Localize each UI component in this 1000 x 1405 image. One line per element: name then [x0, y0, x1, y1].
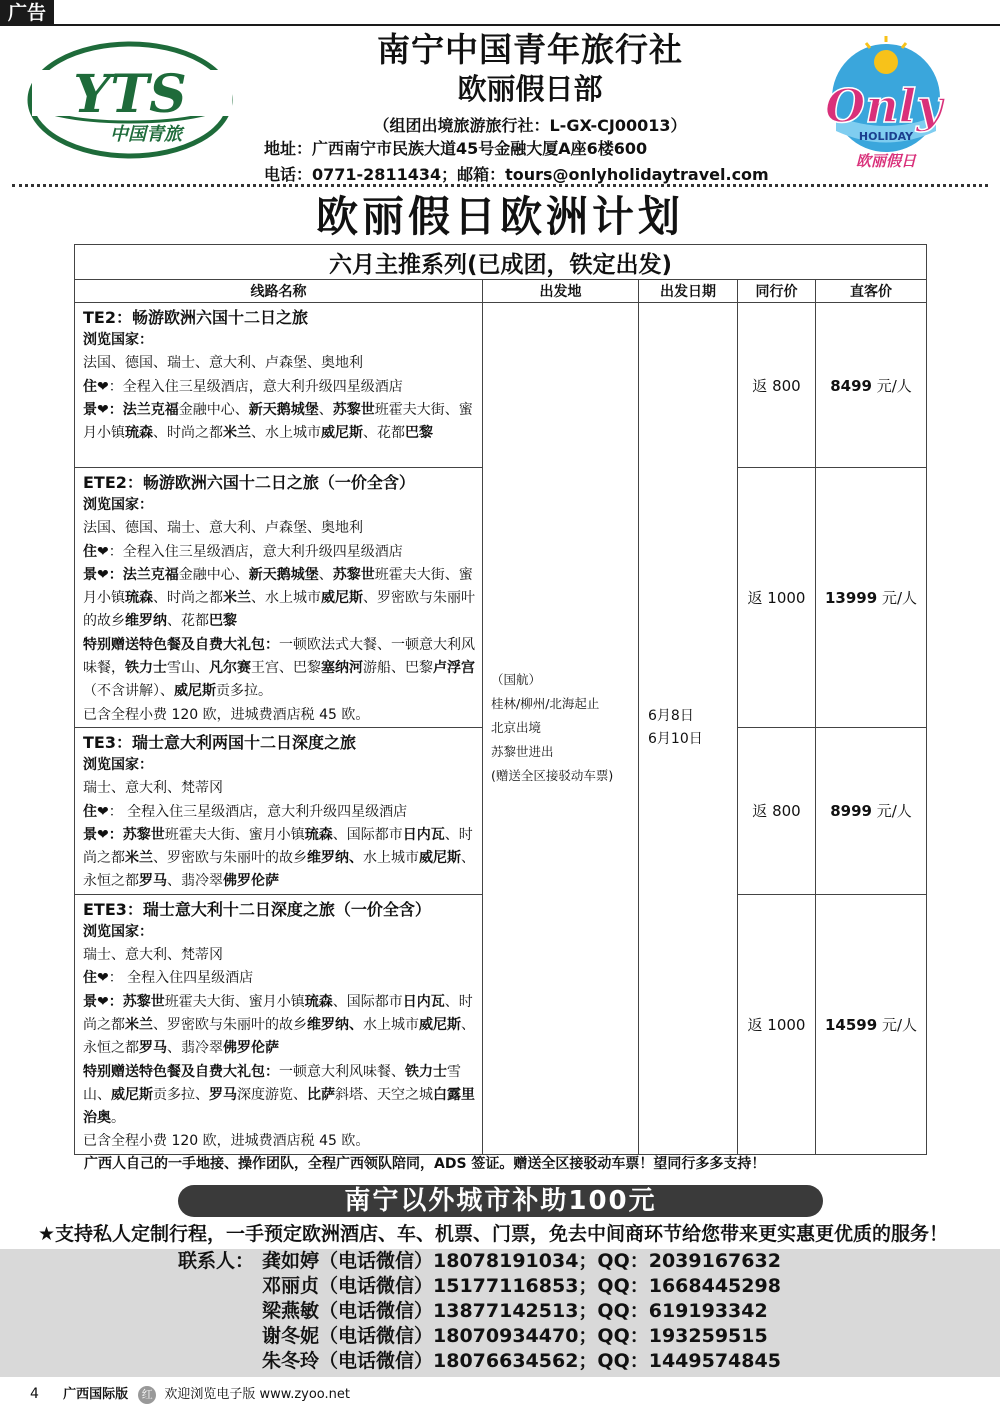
- contacts-label: 联系人：: [178, 1250, 255, 1272]
- sights-line: 景❤：法兰克福金融中心、新天鹅城堡、苏黎世班霍夫大街、蜜月小镇琉森、时尚之都米兰、水上城市威尼斯、罗密欧与朱丽叶的故乡维罗纳、花都巴黎: [83, 566, 475, 630]
- route-cell: [75, 727, 483, 894]
- dotted-divider: [12, 184, 988, 187]
- countries-label: 浏览国家：: [83, 923, 153, 940]
- col-header-trade-price: 同行价: [738, 280, 816, 303]
- departure-date: 6月8日: [648, 708, 694, 725]
- agency-phone-email: 电话：0771-2811434；邮箱：tours@onlyholidaytravel.com: [264, 165, 769, 184]
- gift-line: 特别赠送特色餐及自费大礼包：一顿欧法式大餐、一顿意大利风 味餐，铁力士雪山、凡尔赛王宫、巴黎塞纳河游船、巴黎卢浮宫（不含讲解）、威尼斯贡多拉。: [83, 636, 475, 700]
- retail-price: 8499 元/人: [816, 303, 927, 468]
- yts-logo-text: YTS: [73, 64, 187, 125]
- ad-tag: 广告: [0, 0, 54, 26]
- countries: 法国、德国、瑞士、意大利、卢森堡、奥地利: [83, 355, 363, 372]
- plan-title: 欧丽假日欧洲计划: [315, 192, 684, 241]
- route-title: ETE3：瑞士意大利十二日深度之旅（一价全含）: [83, 899, 431, 919]
- countries-label: 浏览国家：: [83, 332, 153, 348]
- trade-price: 返 1000: [738, 468, 816, 728]
- departure-airline: （国航）: [491, 672, 542, 688]
- support-line: ★支持私人定制行程，一手预定欧洲酒店、车、机票、门票，免去中间商环节给您带来更实惠更优质的服务！: [38, 1223, 949, 1245]
- fee-note: 已含全程小费 120 欧，进城费酒店税 45 欧。: [83, 1133, 370, 1150]
- yts-logo: [18, 40, 243, 160]
- retail-price: 14599 元/人: [816, 894, 927, 1154]
- contact-row: 朱冬玲（电话微信）18076634562；QQ：1449574845: [262, 1350, 781, 1372]
- contact-row: 龚如婷（电话微信）18078191034；QQ：2039167632: [262, 1250, 781, 1272]
- retail-price: 13999 元/人: [816, 468, 927, 728]
- edition-name: 广西国际版: [63, 1387, 129, 1402]
- departure-note: (赠送全区接驳动车票): [491, 768, 614, 784]
- col-header-date: 出发日期: [639, 280, 738, 303]
- date-cell: [639, 303, 738, 1155]
- route-title: TE3：瑞士意大利两国十二日深度之旅: [83, 732, 356, 752]
- departure-exit: 北京出境: [491, 720, 542, 736]
- fee-note: 已含全程小费 120 欧，进城费酒店税 45 欧。: [83, 706, 370, 723]
- agency-contact: [264, 136, 769, 188]
- trade-price: 返 1000: [738, 894, 816, 1154]
- departure-cities: 桂林/柳州/北海起止: [491, 696, 600, 712]
- only-holiday-logo: [826, 36, 946, 174]
- page-number: 4: [30, 1386, 39, 1402]
- contacts-panel: [0, 1249, 1000, 1377]
- col-header-departure: 出发地: [483, 280, 639, 303]
- countries: 瑞士、意大利、梵蒂冈: [83, 947, 223, 964]
- sights-line: 景❤：法兰克福金融中心、新天鹅城堡、苏黎世班霍夫大街、蜜月小镇琉森、时尚之都米兰、水上城市威尼斯、花都巴黎: [83, 401, 473, 442]
- hotel-line: 住❤： 全程入住四星级酒店: [83, 970, 254, 987]
- route-title: TE2：畅游欧洲六国十二日之旅: [83, 308, 308, 327]
- only-logo-caption: 欧丽假日: [855, 152, 917, 170]
- agency-header: [250, 30, 810, 138]
- col-header-retail-price: 直客价: [816, 280, 927, 303]
- hotel-line: 住❤：全程入住三星级酒店，意大利升级四星级酒店: [83, 543, 403, 560]
- trade-price: 返 800: [738, 303, 816, 468]
- page-footer: [30, 1384, 350, 1404]
- series-title: 六月主推系列(已成团，铁定出发): [75, 245, 927, 280]
- col-header-route: 线路名称: [75, 280, 483, 303]
- hotel-line: 住❤： 全程入住三星级酒店，意大利升级四星级酒店: [83, 803, 408, 820]
- route-cell: [75, 894, 483, 1154]
- agency-name: 南宁中国青年旅行社: [377, 30, 683, 69]
- countries-label: 浏览国家：: [83, 497, 153, 513]
- agency-department: 欧丽假日部: [457, 72, 603, 106]
- yts-logo-subtext: 中国青旅: [110, 124, 182, 145]
- sights-line: 景❤：苏黎世班霍夫大街、蜜月小镇琉森、国际都市日内瓦、时尚之都米兰、罗密欧与朱丽叶的故乡维罗纳、水上城市威尼斯、永恒之都罗马、翡冷翠佛罗伦萨: [83, 826, 475, 890]
- route-cell: [75, 468, 483, 728]
- contact-row: 邓丽贞（电话微信）15177116853；QQ：1668445298: [262, 1275, 781, 1297]
- only-logo-subtext: HOLIDAY: [858, 130, 914, 143]
- trade-price: 返 800: [738, 727, 816, 894]
- countries-label: 浏览国家：: [83, 756, 153, 773]
- contact-row: 梁燕敏（电话微信）13877142513；QQ：619193342: [262, 1300, 768, 1322]
- countries: 瑞士、意大利、梵蒂冈: [83, 780, 223, 797]
- departure-entry: 苏黎世进出: [491, 744, 554, 760]
- gift-line: 特别赠送特色餐及自费大礼包：一顿意大利风味餐、铁力士雪山、威尼斯贡多拉、罗马深度游览、比萨斜塔、天空之城白露里治奥。: [83, 1063, 475, 1127]
- website-note: 欢迎浏览电子版 www.zyoo.net: [164, 1387, 350, 1402]
- only-logo-text: Only: [826, 79, 943, 133]
- retail-price: 8999 元/人: [816, 727, 927, 894]
- table-row: [75, 303, 927, 468]
- tour-table: [74, 244, 927, 1155]
- agency-license: （组团出境旅游旅行社：L-GX-CJ00013）: [373, 116, 687, 135]
- top-rule: [54, 24, 1000, 26]
- departure-cell: [483, 303, 639, 1155]
- route-title: ETE2：畅游欧洲六国十二日之旅（一价全含）: [83, 473, 415, 492]
- publisher-badge-icon: 红: [138, 1386, 156, 1404]
- agency-address: 地址：广西南宁市民族大道45号金融大厦A座6楼600: [264, 139, 648, 158]
- hotel-line: 住❤：全程入住三星级酒店，意大利升级四星级酒店: [83, 378, 403, 395]
- route-cell: [75, 303, 483, 468]
- subsidy-banner: 南宁以外城市补助100元: [178, 1185, 823, 1217]
- footnote: 广西人自己的一手地接、操作团队，全程广西领队陪同，ADS 签证。赠送全区接驳动车票！望同行多多支持！: [84, 1156, 766, 1172]
- contact-row: 谢冬妮（电话微信）18070934470；QQ：193259515: [262, 1325, 768, 1347]
- sights-line: 景❤：苏黎世班霍夫大街、蜜月小镇琉森、国际都市日内瓦、时尚之都米兰、罗密欧与朱丽叶的故乡维罗纳、水上城市威尼斯、永恒之都罗马、翡冷翠佛罗伦萨: [83, 993, 475, 1057]
- departure-date: 6月10日: [648, 731, 703, 748]
- countries: 法国、德国、瑞士、意大利、卢森堡、奥地利: [83, 520, 363, 537]
